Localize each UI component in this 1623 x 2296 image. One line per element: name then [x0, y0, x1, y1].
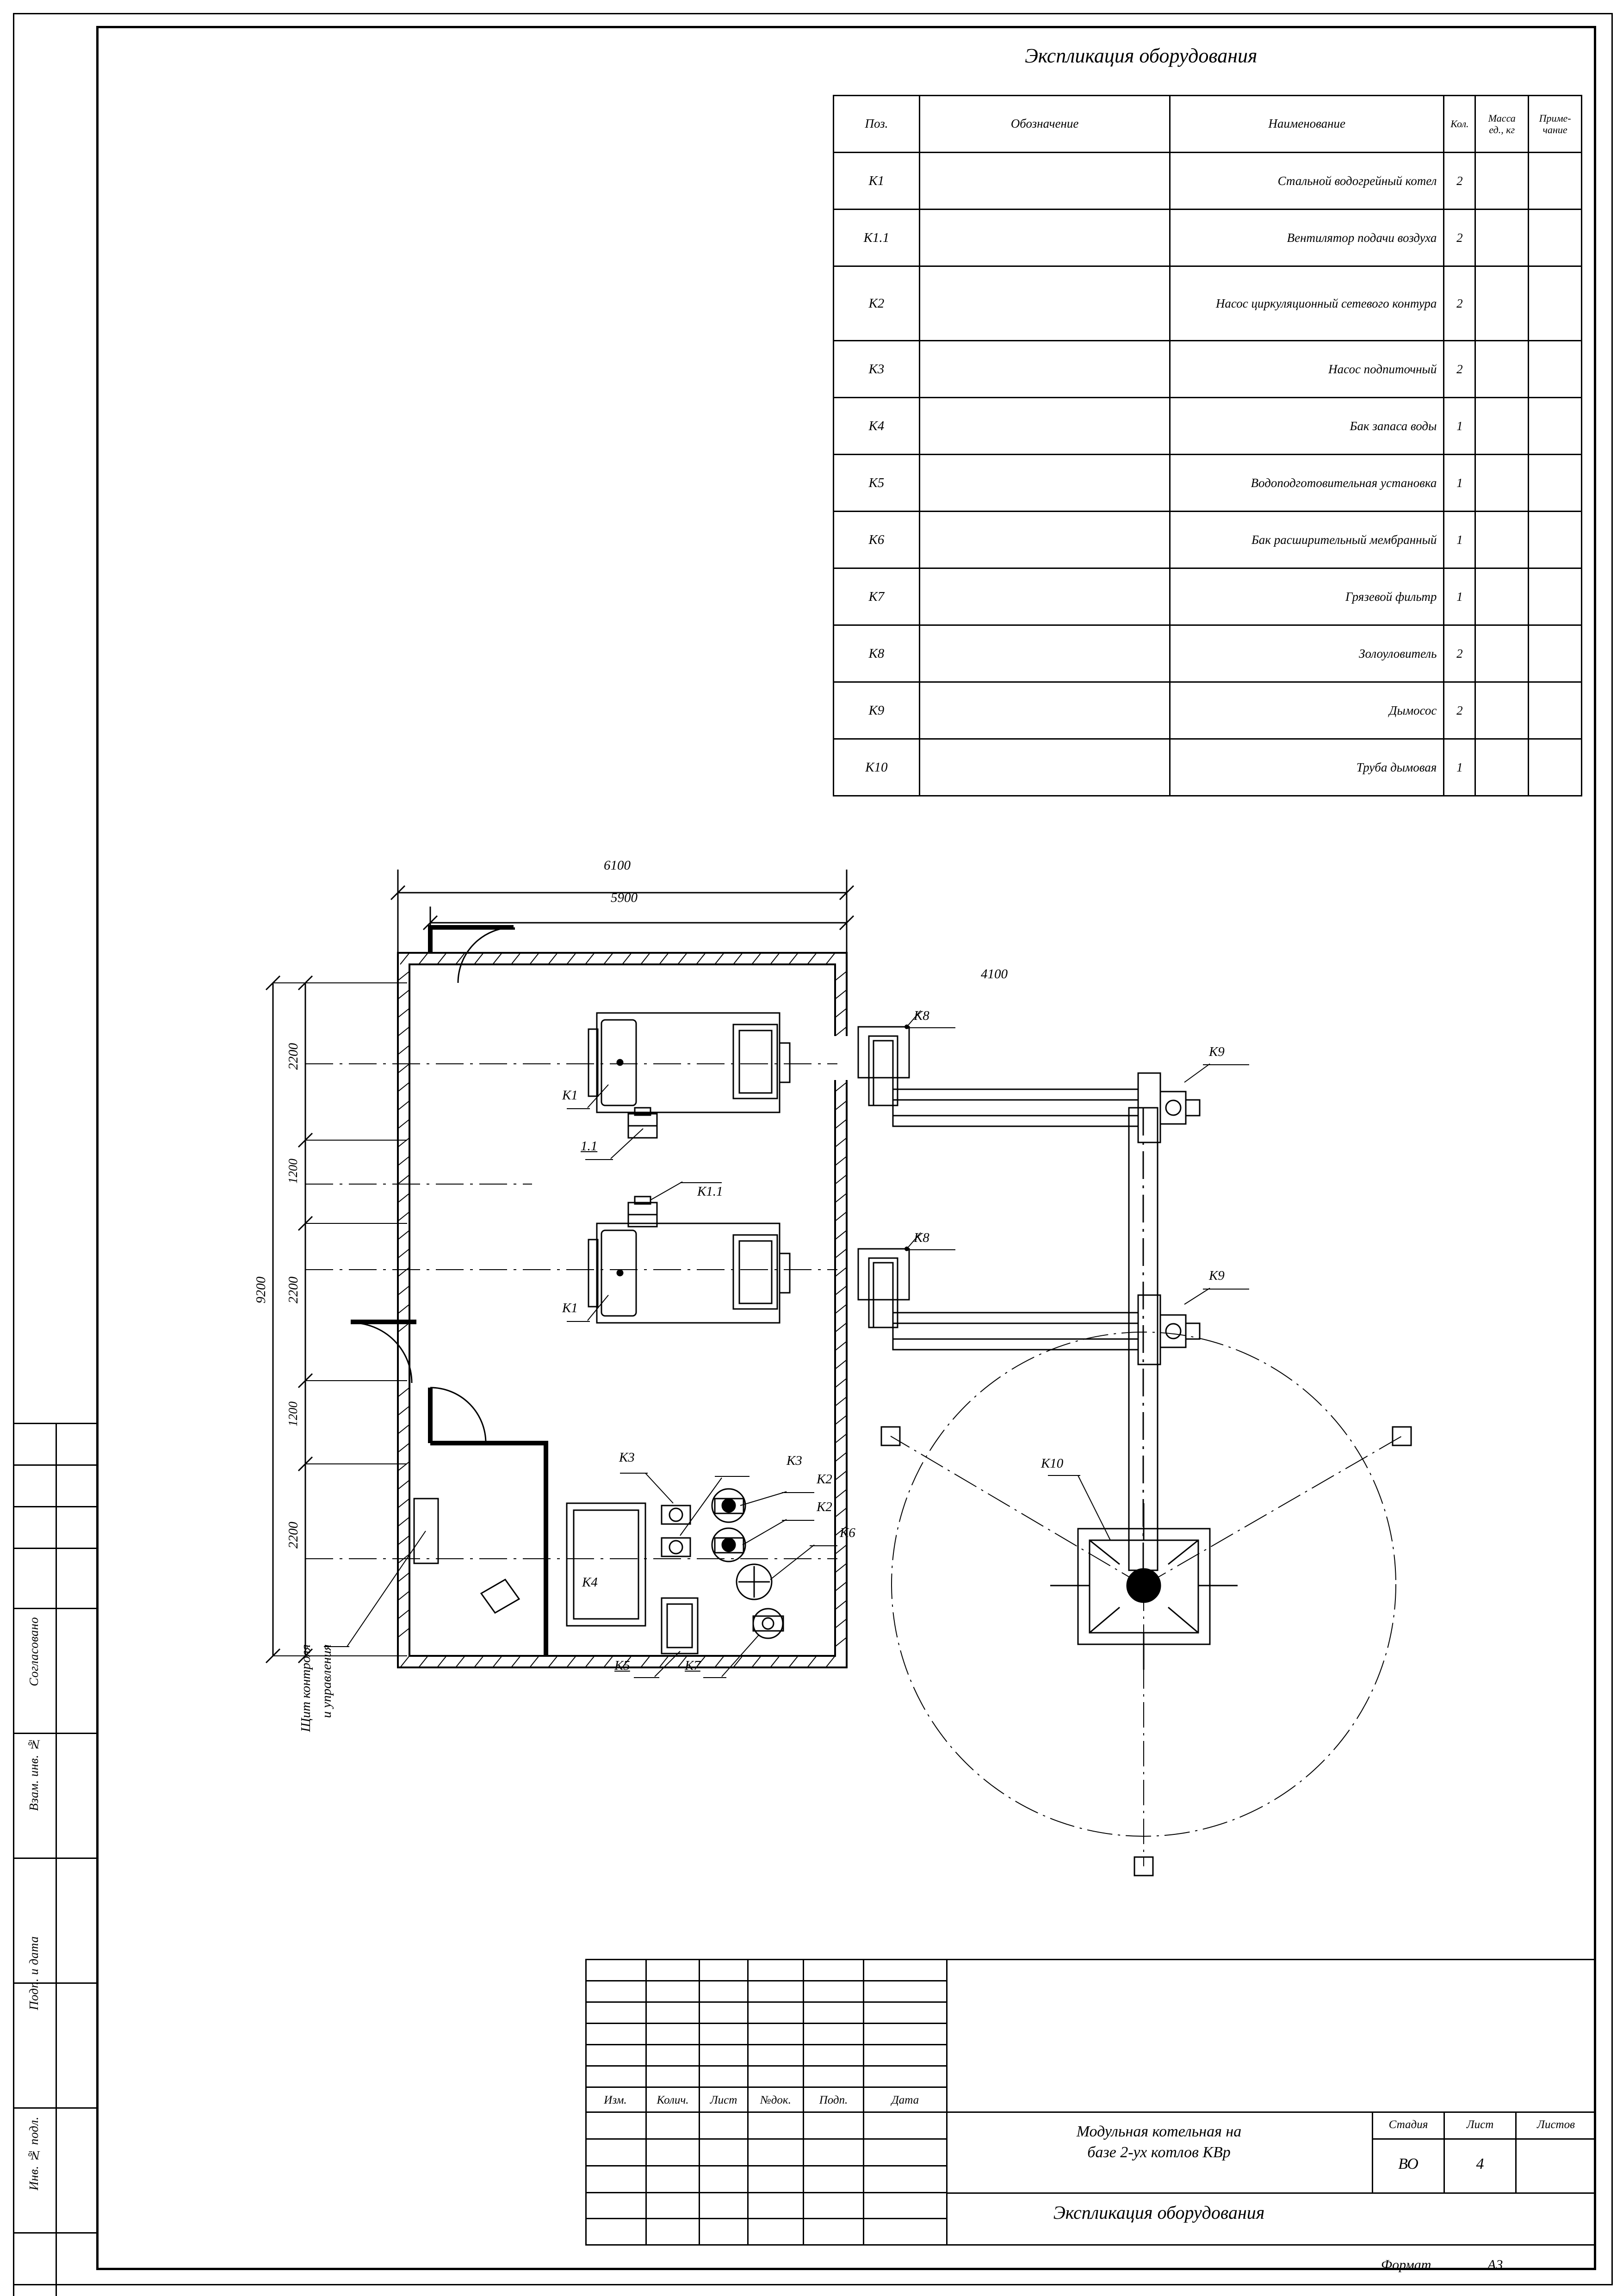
- rev-header-podp: Подп.: [819, 2094, 848, 2106]
- cell-quantity: 2: [1444, 682, 1475, 739]
- callout-K3-b: К3: [787, 1453, 802, 1468]
- cell-name: Труба дымовая: [1170, 739, 1444, 796]
- control-panel-label-line1: Щит контроля: [298, 1644, 313, 1732]
- cell-name: Бак запаса воды: [1170, 398, 1444, 455]
- dim-left-seg-1: 2200: [286, 1043, 301, 1070]
- spec-table-title: Экспликация оборудования: [1025, 44, 1258, 67]
- cell-position: К8: [834, 625, 920, 682]
- cell-name: Насос циркуляционный сетевого контура: [1170, 266, 1444, 341]
- format-label: Формат: [1381, 2257, 1431, 2272]
- rev-header-list: Лист: [710, 2094, 737, 2106]
- cell-quantity: 2: [1444, 341, 1475, 398]
- dim-left-total: 9200: [254, 1277, 268, 1303]
- control-panel-label-line2: и управления: [319, 1644, 334, 1718]
- callout-K9-top: К9: [1209, 1044, 1225, 1059]
- dim-right-run: 4100: [981, 967, 1008, 981]
- drawing-name: Экспликация оборудования: [1053, 2202, 1265, 2223]
- callout-K8-top: К8: [914, 1008, 929, 1023]
- cell-quantity: 2: [1444, 625, 1475, 682]
- cell-quantity: 1: [1444, 739, 1475, 796]
- cell-quantity: 2: [1444, 210, 1475, 266]
- cell-name: Дымосос: [1170, 682, 1444, 739]
- stage-header: Стадия: [1388, 2118, 1428, 2131]
- callout-K2-a: К2: [817, 1472, 832, 1487]
- callout-K2-b: К2: [817, 1500, 832, 1514]
- cell-name: Насос подпиточный: [1170, 341, 1444, 398]
- object-name-line2: базе 2-ух котлов КВр: [1087, 2144, 1231, 2161]
- cell-position: К9: [834, 682, 920, 739]
- col-header-note-line1: Приме-: [1539, 112, 1571, 124]
- format-value: А3: [1487, 2257, 1503, 2272]
- sheets-header: Листов: [1537, 2118, 1575, 2131]
- cell-position: К5: [834, 455, 920, 512]
- cell-quantity: 2: [1444, 153, 1475, 210]
- cell-quantity: 1: [1444, 398, 1475, 455]
- cell-position: К2: [834, 266, 920, 341]
- cell-quantity: 1: [1444, 455, 1475, 512]
- rev-header-data: Дата: [891, 2094, 919, 2106]
- title-block: [585, 1959, 1596, 2246]
- callout-K1-top: К1: [562, 1088, 578, 1103]
- col-header-pos: Поз.: [834, 96, 920, 153]
- callout-K8-mid: К8: [914, 1230, 929, 1245]
- dim-top-inner: 5900: [611, 890, 638, 905]
- left-label-podp-i-data: Подп. и дата: [27, 1936, 41, 2011]
- callout-K5: К5: [614, 1658, 630, 1673]
- object-name-line1: Модульная котельная на: [1076, 2123, 1242, 2140]
- cell-name: Стальной водогрейный котел: [1170, 153, 1444, 210]
- cell-position: К6: [834, 512, 920, 568]
- callout-K4: К4: [582, 1575, 598, 1590]
- rev-header-kolich: Колич.: [657, 2094, 689, 2106]
- left-label-inv-podl: Инв. № подл.: [27, 2117, 41, 2191]
- cell-position: К3: [834, 341, 920, 398]
- cell-name: Бак расширительный мембранный: [1170, 512, 1444, 568]
- stage-value: ВО: [1398, 2155, 1419, 2173]
- cell-position: К7: [834, 568, 920, 625]
- callout-K10: К10: [1041, 1456, 1064, 1471]
- col-header-mass-line2: ед., кг: [1489, 124, 1515, 136]
- col-header-name: Наименование: [1170, 96, 1444, 153]
- rev-header-ndok: №док.: [760, 2094, 791, 2106]
- callout-K1-mid: К1: [562, 1301, 578, 1315]
- col-header-note-line2: чание: [1542, 124, 1567, 136]
- cell-name: Грязевой фильтр: [1170, 568, 1444, 625]
- left-label-soglasovano: Согласовано: [27, 1617, 41, 1686]
- dim-left-seg-3: 2200: [286, 1277, 301, 1303]
- callout-K11-top: 1.1: [581, 1139, 598, 1154]
- dim-top-outer: 6100: [604, 858, 631, 873]
- col-header-designation: Обозначение: [919, 96, 1170, 153]
- cell-position: К4: [834, 398, 920, 455]
- cell-name: Золоуловитель: [1170, 625, 1444, 682]
- cell-position: К10: [834, 739, 920, 796]
- cell-quantity: 1: [1444, 512, 1475, 568]
- left-label-vzam-inv: Взам. инв. №: [27, 1737, 41, 1811]
- callout-K6: К6: [840, 1525, 855, 1540]
- sheet-header: Лист: [1466, 2118, 1494, 2131]
- cell-name: Водоподготовительная установка: [1170, 455, 1444, 512]
- cell-quantity: 1: [1444, 568, 1475, 625]
- cell-position: К1: [834, 153, 920, 210]
- cell-name: Вентилятор подачи воздуха: [1170, 210, 1444, 266]
- sheet-value: 4: [1476, 2155, 1484, 2173]
- dim-left-seg-4: 1200: [286, 1401, 300, 1426]
- cell-quantity: 2: [1444, 266, 1475, 341]
- col-header-qty: Кол.: [1444, 96, 1475, 153]
- dim-left-seg-5: 2200: [286, 1522, 301, 1549]
- callout-K3-a: К3: [619, 1450, 635, 1465]
- rev-header-izm: Изм.: [604, 2094, 627, 2106]
- callout-K9-mid: К9: [1209, 1268, 1225, 1283]
- callout-K11-mid: К1.1: [697, 1184, 723, 1199]
- cell-position: К1.1: [834, 210, 920, 266]
- dim-left-seg-2: 1200: [286, 1159, 300, 1184]
- col-header-mass-line1: Масса: [1488, 112, 1516, 124]
- callout-K7: К7: [685, 1658, 700, 1673]
